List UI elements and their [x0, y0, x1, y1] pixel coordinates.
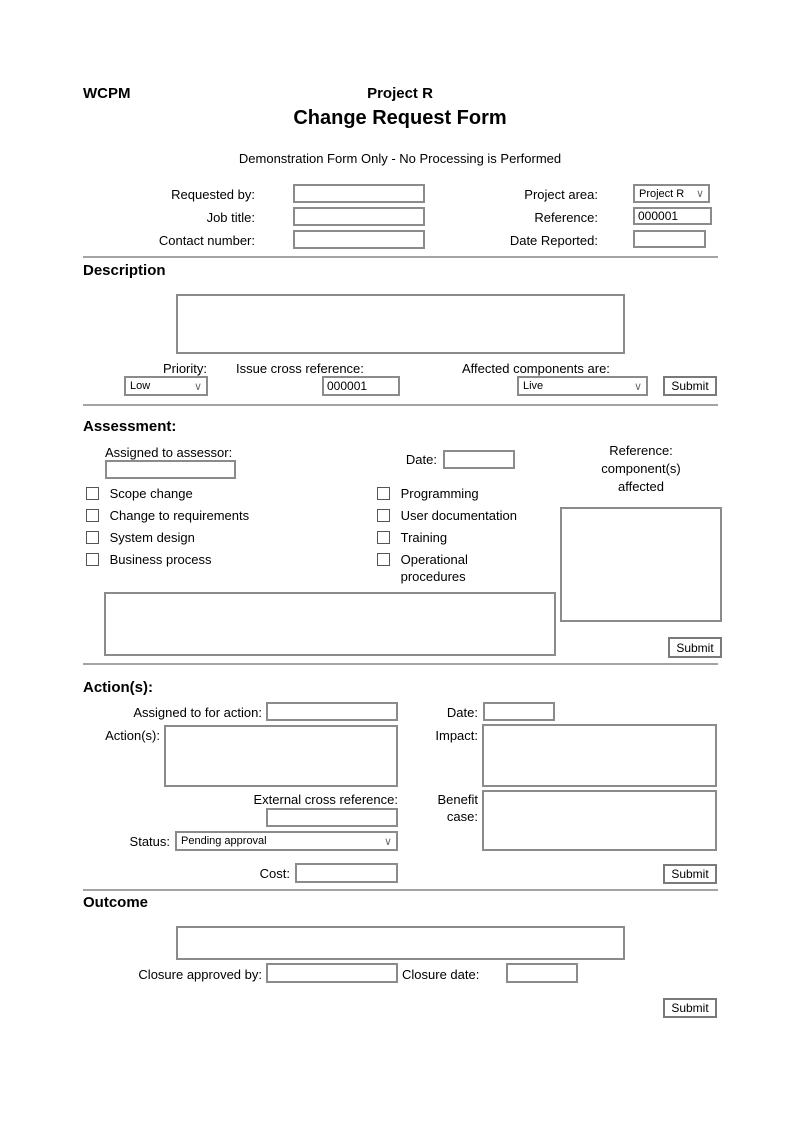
programming-checkbox[interactable] — [377, 487, 390, 500]
reference-label: Reference: — [534, 210, 598, 225]
checkbox-row — [377, 507, 517, 524]
outcome-heading: Outcome — [83, 894, 149, 911]
priority-select[interactable] — [124, 376, 208, 396]
business-process-label: Business process — [109, 552, 212, 567]
divider — [83, 256, 718, 258]
reference-components-line2: component(s) — [601, 461, 681, 476]
impact-label: Impact: — [435, 728, 478, 743]
checkbox-row — [86, 551, 212, 568]
requested-by-input[interactable] — [293, 184, 425, 203]
training-label: Training — [400, 530, 448, 545]
divider — [83, 663, 718, 665]
date-reported-label: Date Reported: — [509, 233, 598, 248]
training-checkbox[interactable] — [377, 531, 390, 544]
closure-approved-by-input[interactable] — [266, 963, 398, 983]
user-documentation-checkbox[interactable] — [377, 509, 390, 522]
contact-number-label: Contact number: — [158, 233, 255, 248]
job-title-label: Job title: — [206, 210, 255, 225]
divider — [83, 889, 718, 891]
reference-components-label — [560, 442, 722, 496]
cost-input[interactable] — [295, 863, 398, 883]
status-value: Pending approval — [181, 835, 267, 847]
reference-components-line3: affected — [617, 479, 665, 494]
chevron-down-icon: ∨ — [383, 835, 392, 848]
outcome-submit-button[interactable]: Submit — [663, 998, 717, 1018]
actions-submit-button[interactable]: Submit — [663, 864, 717, 884]
assigned-to-assessor-input[interactable] — [105, 460, 236, 479]
benefit-case-textarea[interactable] — [482, 790, 717, 851]
org-name: WCPM — [83, 85, 131, 102]
assessment-submit-button[interactable]: Submit — [668, 637, 722, 658]
external-cross-reference-label: External cross reference: — [253, 792, 398, 807]
closure-approved-by-label: Closure approved by: — [138, 967, 262, 982]
external-cross-reference-input[interactable] — [266, 808, 398, 827]
project-area-label: Project area: — [524, 187, 598, 202]
business-process-checkbox[interactable] — [86, 553, 99, 566]
reference-input[interactable] — [633, 207, 712, 225]
priority-value: Low — [130, 380, 151, 392]
page-title: Change Request Form — [293, 107, 507, 129]
project-header: Project R — [367, 85, 433, 102]
actions-label: Action(s): — [105, 728, 160, 743]
operational-procedures-checkbox[interactable] — [377, 553, 390, 566]
checkbox-row — [377, 529, 447, 546]
assigned-to-assessor-label: Assigned to assessor: — [105, 445, 233, 460]
status-label: Status: — [129, 834, 170, 849]
closure-date-label: Closure date: — [402, 967, 480, 982]
change-to-requirements-label: Change to requirements — [109, 508, 250, 523]
divider — [83, 404, 718, 406]
date-reported-input[interactable] — [633, 230, 706, 248]
operational-procedures-label: Operational procedures — [400, 552, 468, 584]
benefit-case-label: Benefit case: — [437, 792, 478, 824]
scope-change-checkbox[interactable] — [86, 487, 99, 500]
job-title-input[interactable] — [293, 207, 425, 226]
project-area-value: Project R — [639, 187, 685, 200]
description-submit-button[interactable]: Submit — [663, 376, 717, 396]
checkbox-row — [86, 485, 193, 502]
cost-label: Cost: — [259, 866, 290, 881]
system-design-label: System design — [109, 530, 195, 545]
description-heading: Description — [83, 262, 166, 279]
assessment-date-label: Date: — [405, 452, 437, 467]
assessment-date-input[interactable] — [443, 450, 515, 469]
requested-by-label: Requested by: — [171, 187, 255, 202]
closure-date-input[interactable] — [506, 963, 578, 983]
contact-number-input[interactable] — [293, 230, 425, 249]
scope-change-label: Scope change — [109, 486, 193, 501]
demo-notice: Demonstration Form Only - No Processing is Performed — [238, 151, 562, 166]
chevron-down-icon: ∨ — [633, 380, 642, 393]
chevron-down-icon: ∨ — [695, 188, 704, 200]
user-documentation-label: User documentation — [400, 508, 517, 523]
system-design-checkbox[interactable] — [86, 531, 99, 544]
issue-cross-reference-input[interactable] — [322, 376, 400, 396]
checkbox-row — [377, 551, 521, 585]
programming-label: Programming — [400, 486, 479, 501]
affected-components-select[interactable] — [517, 376, 648, 396]
affected-components-label: Affected components are: — [462, 361, 610, 376]
actions-textarea[interactable] — [164, 725, 398, 787]
checkbox-row — [86, 529, 195, 546]
status-select[interactable] — [175, 831, 398, 851]
reference-components-line1: Reference: — [609, 443, 673, 458]
assessment-heading: Assessment: — [83, 418, 177, 435]
reference-components-textarea[interactable] — [560, 507, 722, 622]
checkbox-row — [377, 485, 479, 502]
priority-label: Priority: — [162, 361, 207, 376]
description-textarea[interactable] — [176, 294, 625, 354]
assigned-to-for-action-input[interactable] — [266, 702, 398, 721]
checkbox-row — [86, 507, 249, 524]
assessment-notes-textarea[interactable] — [104, 592, 556, 656]
project-area-select[interactable] — [633, 184, 710, 203]
assigned-to-for-action-label: Assigned to for action: — [133, 705, 262, 720]
chevron-down-icon: ∨ — [193, 380, 202, 393]
affected-components-value: Live — [523, 380, 544, 392]
issue-cross-reference-label: Issue cross reference: — [236, 361, 364, 376]
outcome-textarea[interactable] — [176, 926, 625, 960]
action-date-label: Date: — [446, 705, 478, 720]
actions-heading: Action(s): — [83, 679, 153, 696]
change-to-requirements-checkbox[interactable] — [86, 509, 99, 522]
impact-textarea[interactable] — [482, 724, 717, 787]
action-date-input[interactable] — [483, 702, 555, 721]
